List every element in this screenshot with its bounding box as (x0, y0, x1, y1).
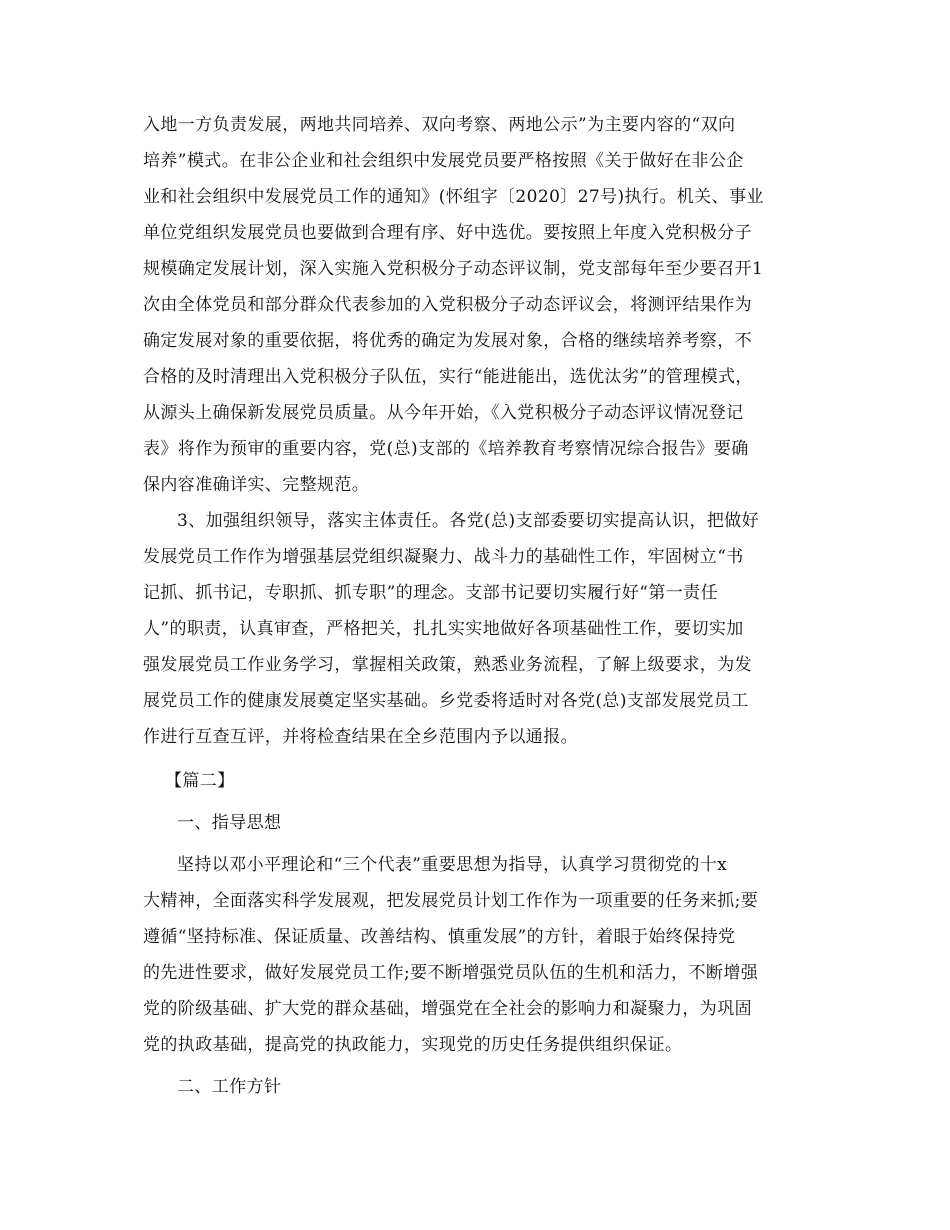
text-line: 发展党员工作作为增强基层党组织凝聚力、战斗力的基础性工作，牢固树立“书 (143, 547, 744, 567)
text-line: 次由全体党员和部分群众代表参加的入党积极分子动态评议会，将测评结果作为 (143, 295, 752, 315)
text-line: 大精神，全面落实科学发展观，把发展党员计划工作作为一项重要的任务来抓;要 (143, 891, 759, 911)
section-heading-3: 3、加强组织领导，落实主体责任。各党(总)支部委要切实提高认识，把做好 (177, 511, 760, 531)
section-heading-2: 二、工作方针 (177, 1077, 282, 1097)
text-line: 记抓、抓书记，专职抓、抓专职”的理念。支部书记要切实履行好“第一责任 (143, 583, 718, 603)
text-line: 强发展党员工作业务学习，掌握相关政策，熟悉业务流程，了解上级要求，为发 (143, 655, 752, 675)
text-line: 培养”模式。在非公企业和社会组织中发展党员要严格按照《关于做好在非公企 (143, 151, 744, 171)
text-line: 保内容准确详实、完整规范。 (143, 475, 370, 495)
text-line: 人”的职责，认真审查，严格把关，扎扎实实地做好各项基础性工作，要切实加 (143, 619, 744, 639)
text-line: 规模确定发展计划，深入实施入党积极分子动态评议制，党支部每年至少要召开1 (143, 259, 764, 279)
text-line: 坚持以邓小平理论和“三个代表”重要思想为指导，认真学习贯彻党的十x (177, 855, 728, 875)
text-line: 从源头上确保新发展党员质量。从今年开始，《入党积极分子动态评议情况登记 (143, 403, 744, 423)
text-line: 展党员工作的健康发展奠定坚实基础。乡党委将适时对各党(总)支部发展党员工 (143, 691, 749, 711)
part-title: 【篇二】 (165, 771, 235, 791)
text-line: 遵循“坚持标准、保证质量、改善结构、慎重发展”的方针，着眼于始终保持党 (143, 927, 736, 947)
text-line: 入地一方负责发展，两地共同培养、双向考察、两地公示”为主要内容的“双向 (143, 115, 736, 135)
text-line: 的先进性要求，做好发展党员工作;要不断增强党员队伍的生机和活力，不断增强 (143, 963, 759, 983)
section-heading-1: 一、指导思想 (177, 813, 282, 833)
text-line: 确定发展对象的重要依据，将优秀的确定为发展对象，合格的继续培养考察，不 (143, 331, 752, 351)
text-line: 单位党组织发展党员也要做到合理有序、好中选优。要按照上年度入党积极分子 (143, 223, 752, 243)
text-line: 作进行互查互评，并将检查结果在全乡范围内予以通报。 (143, 727, 578, 747)
text-line: 合格的及时清理出入党积极分子队伍，实行“能进能出，选优汰劣”的管理模式， (143, 367, 753, 387)
text-line: 党的执政基础，提高党的执政能力，实现党的历史任务提供组织保证。 (143, 1035, 683, 1055)
text-line: 业和社会组织中发展党员工作的通知》(怀组字〔2020〕27号)执行。机关、事业 (143, 187, 764, 207)
text-line: 表》将作为预审的重要内容，党(总)支部的《培养教育考察情况综合报告》要确 (143, 439, 749, 459)
text-line: 党的阶级基础、扩大党的群众基础，增强党在全社会的影响力和凝聚力，为巩固 (143, 999, 752, 1019)
